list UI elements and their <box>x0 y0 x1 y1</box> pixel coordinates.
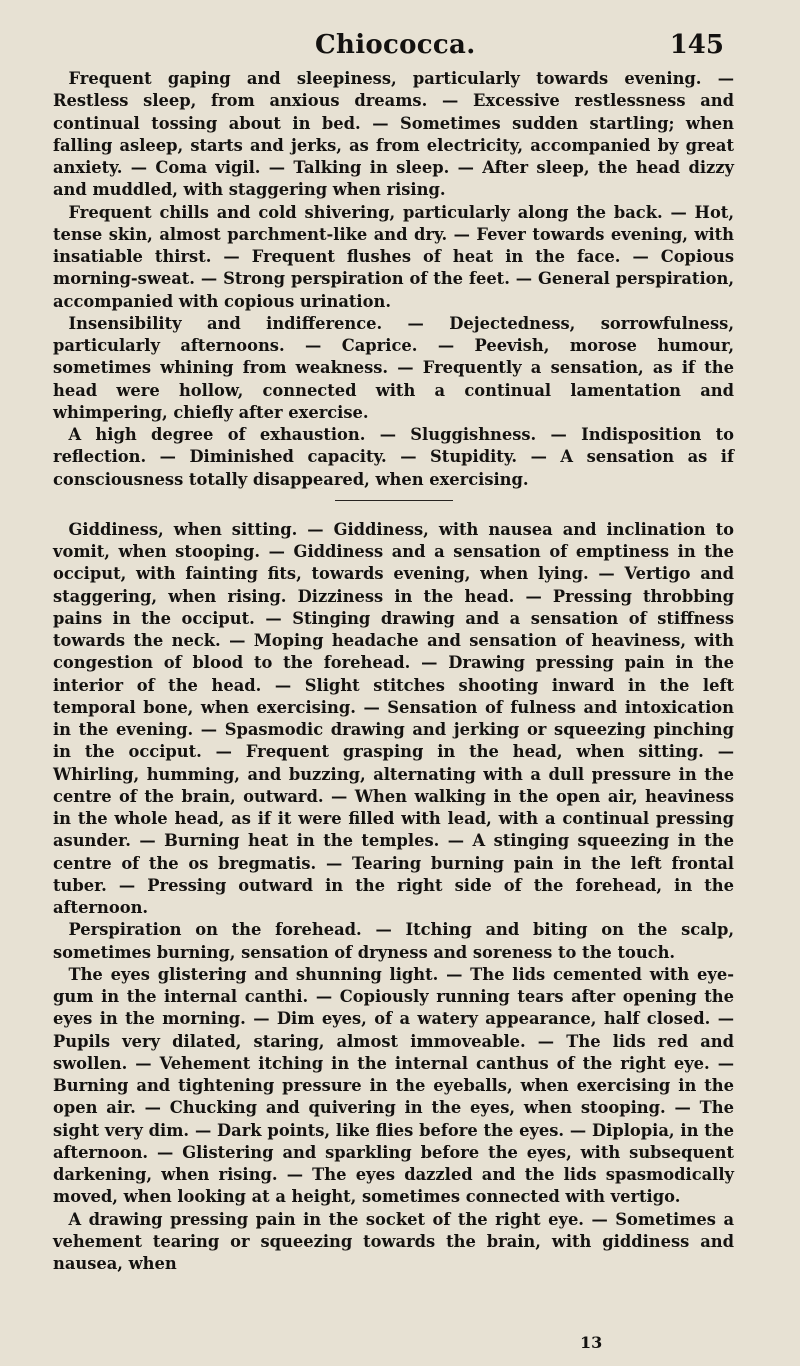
running-head <box>0 30 800 66</box>
running-title: Chiococca. <box>315 30 476 60</box>
paragraph-scalp: Perspiration on the forehead. — Itching and biting on the scalp, sometimes burning, sensation of dryness and soreness to the touch. <box>53 920 734 962</box>
paragraph-eyes: The eyes glistering and shunning light. — The lids cemented with eye-gum in the internal canthi. — Copiously running tears after opening the eyes in the morning. — Dim eyes, of a watery appearance, half closed. — Pupils very dilated, staring, almost immoveable. — The lids red and swollen. — Vehement itching in the internal canthus of the right eye. — Burning and tightening pressure in the eyeballs, when exercising in the open air. — Chucking and quivering in the eyes, when stooping. — The sight very dim. — Dark points, like flies before the eyes. — Diplopia, in the afternoon. — Glistering and sparkling before the eyes, with subsequent darkening, when rising. — The eyes dazzled and the lids spasmodically moved, when looking at a height, sometimes connected with vertigo. <box>53 964 734 1207</box>
paragraph-giddiness: Giddiness, when sitting. — Giddiness, with nausea and inclination to vomit, when stooping. — Giddiness and a sensation of emptiness in the occiput, with fainting fits, towards evening, when lying. — Vertigo and staggering, when rising. Dizziness in the head. — Pressing throbbing pains in the occiput. — Stinging drawing and a sensation of stiffness towards the neck. — Moping headache and sensation of heaviness, with congestion of blood to the forehead. — Drawing pressing pain in the interior of the head. — Slight stitches shooting inward in the left temporal bone, when exercising. — Sensation of fulness and intoxication in the evening. — Spasmodic drawing and jerking or squeezing pinching in the occiput. — Frequent grasping in the head, when sitting. — Whirling, humming, and buzzing, alternating with a dull pressure in the centre of the brain, outward. — When walking in the open air, heaviness in the whole head, as if it were filled with lead, with a continual pressing asunder. — Burning heat in the temples. — A stinging squeezing in the centre of the os bregmatis. — Tearing burning pain in the left frontal tuber. — Pressing outward in the right side of the forehead, in the afternoon. <box>53 519 734 917</box>
signature-mark: 13 <box>580 1333 603 1352</box>
paragraph-exhaustion: A high degree of exhaustion. — Sluggishness. — Indisposition to reflection. — Diminished capacity. — Stupidity. — A sensation as if consciousness totally disappeared, when exercising. <box>53 425 734 489</box>
paragraph-mood: Insensibility and indifference. — Dejectedness, sorrowfulness, particularly afternoons. — Caprice. — Peevish, morose humour, sometimes whining from weakness. — Frequently a sensation, as if the head were hollow, connected with a continual lamentation and whimpering, chiefly after exercise. <box>53 313 734 422</box>
page-number: 145 <box>669 30 724 60</box>
paragraph-sleep: Frequent gaping and sleepiness, particularly towards evening. — Restless sleep, from anxious dreams. — Excessive restlessness and continual tossing about in bed. — Sometimes sudden startling; when falling asleep, starts and jerks, as from electricity, accompanied by great anxiety. — Coma vigil. — Talking in sleep. — After sleep, the head dizzy and muddled, with staggering when rising. <box>53 69 734 200</box>
section-divider <box>335 500 453 501</box>
paragraph-fever: Frequent chills and cold shivering, particularly along the back. — Hot, tense skin, almost parchment-like and dry. — Fever towards evening, with insatiable thirst. — Frequent flushes of heat in the face. — Copious morning-sweat. — Strong perspiration of the feet. — General perspiration, accompanied with copious urination. <box>53 202 734 311</box>
paragraph-eye-socket: A drawing pressing pain in the socket of the right eye. — Sometimes a vehement tearing or squeezing towards the brain, with giddiness and nausea, when <box>53 1209 734 1273</box>
body-text <box>53 68 734 1275</box>
